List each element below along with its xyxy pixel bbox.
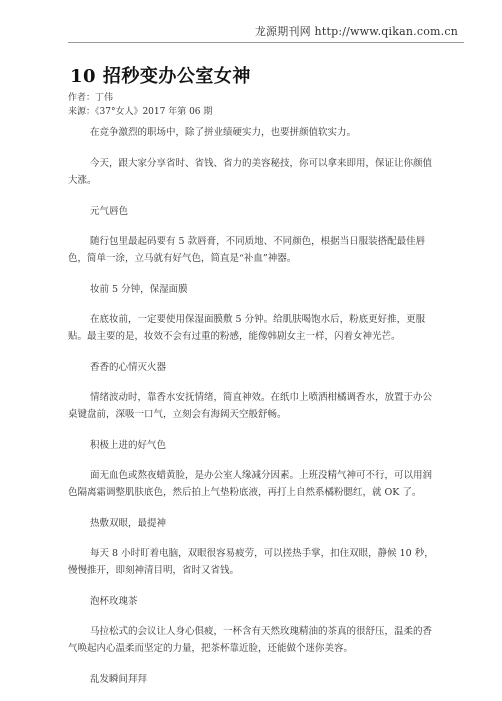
section-heading: 香香的心情灭火器 xyxy=(90,362,167,373)
section-heading: 热敷双眼，最提神 xyxy=(90,518,167,529)
paragraph: 马拉松式的会议让人身心俱疲，一杯含有天然玫瑰精油的茶真的很舒压，温柔的香气唤起内心温柔而坚定的力量，把茶杯靠近脸，还能做个迷你美容。 xyxy=(68,626,433,654)
paragraph: 面无血色或熬夜蜡黄脸，是办公室人缘减分因素。上班没精气神可不行，可以用润色隔离霜调整肌肤底色，然后拍上气垫粉底液，再打上自然系橘粉腮红，就 OK 了。 xyxy=(68,470,433,498)
paragraph: 情绪波动时，靠香水安抚情绪，简直神效。在纸巾上喷洒柑橘调香水，放置于办公桌键盘前，深吸一口气，立刻会有海阔天空般舒畅。 xyxy=(68,392,433,420)
site-header: 龙源期刊网 http://www.qikan.com.cn xyxy=(254,25,458,38)
section-heading: 泡杯玫瑰茶 xyxy=(90,596,138,607)
section-heading: 乱发瞬间拜拜 xyxy=(90,674,148,685)
header-divider xyxy=(68,42,464,43)
paragraph: 今天，跟大家分享省时、省钱、省力的美容秘技，你可以拿来即用，保证让你颜值大涨。 xyxy=(68,158,433,186)
article-author: 作者：丁伟 xyxy=(68,93,114,103)
paragraph: 每天 8 小时盯着电脑，双眼很容易疲劳，可以搓热手掌，扣住双眼，静候 10 秒，慢慢推开，即刻神清目明，省时又省钱。 xyxy=(68,548,434,576)
section-heading: 妆前 5 分钟，保湿面膜 xyxy=(90,284,188,295)
article-source: 来源：《37°女人》2017 年第 06 期 xyxy=(68,107,213,117)
paragraph: 在竞争激烈的职场中，除了拼业绩硬实力，也要拼颜值软实力。 xyxy=(90,127,357,138)
section-heading: 积极上进的好气色 xyxy=(90,440,167,451)
paragraph: 随行包里最起码要有 5 款唇膏，不同质地、不同颜色，根据当日服装搭配最佳唇色，简单一涂，立马就有好气色，简直是“补血”神器。 xyxy=(68,236,426,264)
paragraph: 在底妆前，一定要使用保湿面膜敷 5 分钟。给肌肤喝饱水后，粉底更好推，更服贴。最主要的是，妆效不会有过重的粉感，能像韩剧女主一样，闪着女神光芒。 xyxy=(68,314,426,342)
article-body xyxy=(68,124,440,701)
section-heading: 元气唇色 xyxy=(90,206,129,217)
article-title: 10 招秒变办公室女神 xyxy=(70,66,251,87)
